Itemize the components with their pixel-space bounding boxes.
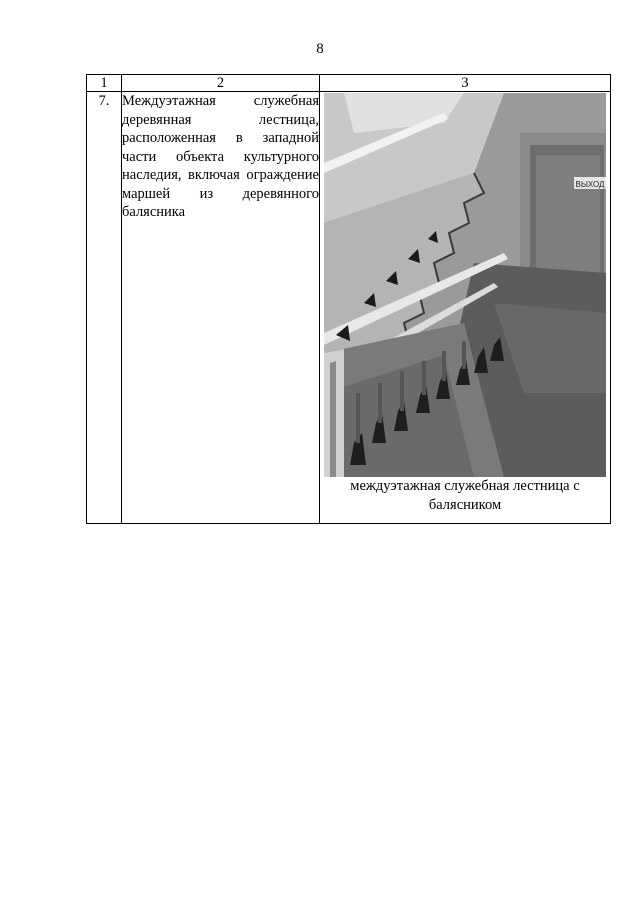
table-header-row [87, 75, 611, 92]
row-number: 7. [87, 92, 122, 524]
staircase-photo [324, 93, 606, 477]
column-header-3: 3 [320, 75, 611, 92]
row-description: Междуэтажная служебная деревянная лестница, расположенная в западной части объекта культурного наследия, включая ограждение маршей из деревянного балясника [122, 92, 320, 524]
photo-caption: междуэтажная служебная лестница с балясником [350, 478, 580, 513]
page-number: 8 [316, 41, 324, 57]
table-row [87, 92, 611, 524]
column-header-2: 2 [122, 75, 320, 92]
objects-table [86, 74, 611, 524]
column-header-1: 1 [87, 75, 122, 92]
exit-sign-text: ВЫХОД [575, 180, 605, 189]
staircase-photo-image [324, 93, 606, 477]
photo-cell [320, 92, 611, 524]
